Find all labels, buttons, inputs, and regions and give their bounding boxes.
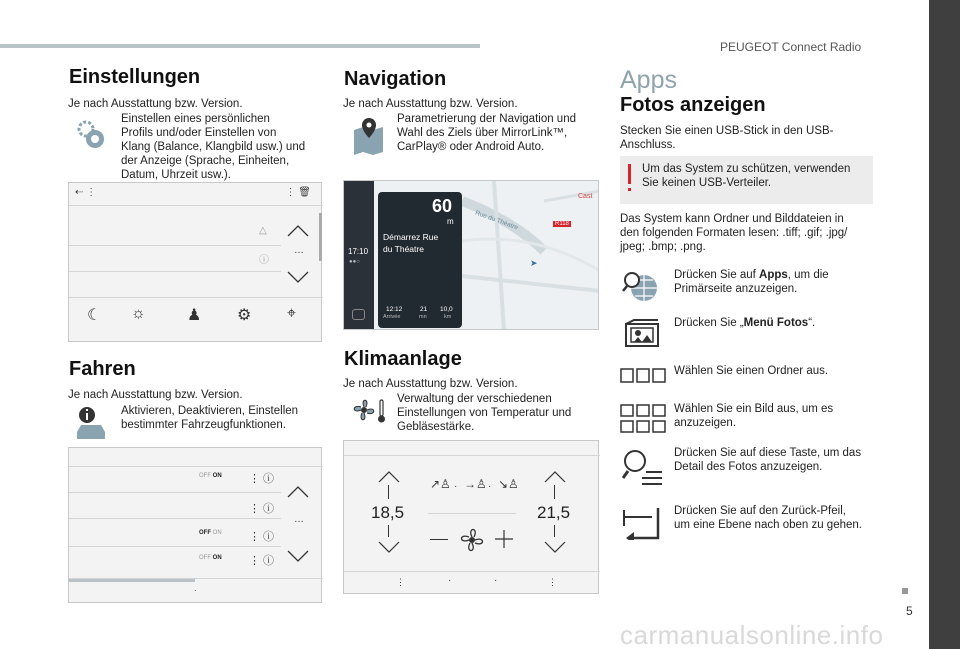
einstellungen-desc: Einstellen eines persönlichen Profils und/oder Einstellen von Klang (Balance, Klangbild usw.) und der Anzeige (Sprache, Einheiten, Datum, Uhrzeit usw.). — [121, 113, 306, 181]
side-strip — [929, 0, 960, 649]
fan-icon — [458, 527, 486, 553]
guidance-card — [378, 192, 462, 328]
menu-dots-icon[interactable]: ⋮ — [548, 577, 557, 587]
airflow-feet-icon[interactable]: ↘♙ — [498, 477, 519, 491]
step-1-text: Drücken Sie auf Apps, um die Primärseite anzuzeigen. — [674, 269, 829, 295]
instruction-line2: du Théatre — [383, 244, 424, 254]
warning-small-icon: △ — [259, 225, 267, 236]
navigation-screen — [343, 180, 599, 330]
fahren-intro: Je nach Ausstattung bzw. Version. — [68, 389, 243, 401]
menu-dots-icon[interactable]: ⋮ — [396, 577, 405, 587]
apps-section-title: Apps — [620, 66, 677, 94]
end-mark — [902, 588, 908, 594]
separator-dot: · — [454, 481, 458, 492]
back-arrow-icon[interactable]: ⇠ ⋮ — [75, 187, 97, 198]
temp-right-down-icon[interactable] — [544, 541, 566, 553]
page-dot: · — [494, 575, 498, 586]
page-number: 5 — [906, 604, 913, 618]
header-bar — [0, 44, 480, 48]
fan-thermometer-icon — [352, 396, 388, 426]
road-badge: R118 — [555, 221, 569, 227]
turn-distance-unit: m — [447, 217, 454, 226]
toggle-3[interactable]: OFF ON — [199, 555, 222, 561]
warning-exclamation-dot — [628, 188, 631, 191]
chevron-down-icon[interactable] — [287, 550, 309, 564]
photo-menu-icon — [624, 318, 660, 348]
separator-dot: · — [488, 481, 492, 492]
formats-text: Das System kann Ordner und Bilddateien in den folgenden Formaten lesen: .tiff; .gif; .jpg/ jpeg; .bmp; .png. — [620, 213, 848, 253]
page-dot: · — [194, 586, 197, 595]
klimaanlage-intro: Je nach Ausstattung bzw. Version. — [343, 378, 518, 390]
detail-search-icon — [622, 448, 664, 490]
navigation-map-icon — [352, 116, 386, 156]
toggle-1[interactable]: OFF ON — [199, 473, 222, 479]
back-arrow-icon — [622, 506, 662, 540]
remaining-distance: 10,0 — [440, 306, 453, 313]
instruction-line1: Démarrez Rue — [383, 232, 439, 242]
navigation-title: Navigation — [344, 68, 447, 90]
more-dots-icon[interactable]: … — [294, 245, 304, 256]
fan-minus-button[interactable] — [430, 539, 448, 540]
header-title: PEUGEOT Connect Radio — [720, 40, 862, 54]
settings-gear-icon — [74, 118, 108, 152]
temp-left-up-icon[interactable] — [378, 471, 400, 483]
fahren-desc: Aktivieren, Deaktivieren, Einstellen bestimmter Fahrzeugfunktionen. — [121, 405, 299, 431]
watermark: carmanualsonline.info — [620, 620, 884, 649]
remaining-unit: km — [444, 314, 452, 320]
profile-icon[interactable]: ♟ — [187, 307, 202, 324]
signal-dots-icon: ●●○ — [349, 259, 360, 265]
row4-info-icon[interactable]: ⋮ ⓘ — [249, 555, 275, 567]
einstellungen-intro: Je nach Ausstattung bzw. Version. — [68, 98, 243, 110]
image-grid-icon — [620, 404, 666, 434]
duration-unit: mn — [419, 314, 427, 320]
fan-plus-button[interactable] — [494, 529, 514, 549]
night-mode-icon[interactable]: ☾ — [87, 307, 102, 324]
fotos-title: Fotos anzeigen — [620, 94, 766, 116]
temp-right-value: 21,5 — [537, 503, 571, 522]
driving-screen — [68, 447, 322, 603]
fahren-title: Fahren — [69, 358, 136, 380]
climate-screen — [343, 440, 599, 594]
row2-info-icon[interactable]: ⋮ ⓘ — [249, 503, 275, 515]
chevron-down-icon[interactable] — [287, 271, 309, 285]
scrollbar[interactable] — [319, 213, 322, 261]
step-6-text: Drücken Sie auf den Zurück-Pfeil, um eine Ebene nach oben zu gehen. — [674, 505, 862, 531]
klimaanlage-title: Klimaanlage — [344, 348, 462, 370]
turn-distance: 60 — [432, 196, 453, 216]
info-small-icon: ⓘ — [259, 255, 269, 266]
duration-value: 21 — [420, 306, 428, 313]
brightness-icon[interactable]: ☼ — [131, 305, 146, 322]
navigation-desc: Parametrierung der Navigation und Wahl des Ziels über MirrorLink™, CarPlay® oder Android Auto. — [397, 113, 576, 153]
folder-grid-icon — [620, 368, 666, 384]
temp-right-up-icon[interactable] — [544, 471, 566, 483]
arrival-time: 12:12 — [386, 306, 403, 313]
row3-info-icon[interactable]: ⋮ ⓘ — [249, 531, 275, 543]
home-button[interactable] — [352, 309, 365, 320]
chevron-up-icon[interactable] — [287, 484, 309, 498]
temp-left-down-icon[interactable] — [378, 541, 400, 553]
navigation-intro: Je nach Ausstattung bzw. Version. — [343, 98, 518, 110]
arrival-label: Arrivée — [383, 314, 401, 320]
step-5-text: Drücken Sie auf diese Taste, um das Detail des Fotos anzuzeigen. — [674, 447, 862, 473]
einstellungen-title: Einstellungen — [69, 66, 201, 88]
location-icon[interactable]: ⌖ — [287, 305, 297, 322]
temp-left-value: 18,5 — [371, 503, 405, 522]
airflow-windscreen-icon[interactable]: ↗♙ — [430, 477, 451, 491]
clock-time: 17:10 — [348, 247, 369, 256]
street-label: Rue du Théatre — [474, 209, 519, 232]
position-arrow-icon: ➤ — [530, 258, 538, 268]
car-info-icon — [74, 406, 108, 442]
more-dots-icon[interactable]: … — [294, 514, 304, 525]
step-3-text: Wählen Sie einen Ordner aus. — [674, 365, 829, 377]
row1-info-icon[interactable]: ⋮ ⓘ — [249, 473, 275, 485]
step-2-text: Drücken Sie „Menü Fotos“. — [674, 317, 816, 329]
toggle-2[interactable]: OFF ON — [199, 530, 222, 536]
menu-trash-icon[interactable]: ⋮ 🗑 — [285, 187, 311, 198]
settings-screen — [68, 182, 322, 342]
place-label: Cast — [578, 193, 593, 200]
page-dot: · — [448, 575, 452, 586]
airflow-face-icon[interactable]: →♙ — [464, 477, 487, 491]
apps-globe-icon — [622, 270, 660, 304]
step-4-text: Wählen Sie ein Bild aus, um es anzuzeigen. — [674, 403, 834, 429]
settings-icon[interactable]: ⚙ — [237, 307, 252, 324]
warning-exclamation-icon — [628, 164, 631, 184]
fotos-intro: Stecken Sie einen USB-Stick in den USB- Anschluss. — [620, 125, 834, 151]
chevron-up-icon[interactable] — [287, 223, 309, 237]
warning-text: Um das System zu schützen, verwenden Sie keinen USB-Verteiler. — [642, 163, 851, 189]
klimaanlage-desc: Verwaltung der verschiedenen Einstellungen von Temperatur und Gebläsestärke. — [397, 393, 572, 433]
progress-bar — [69, 579, 195, 582]
